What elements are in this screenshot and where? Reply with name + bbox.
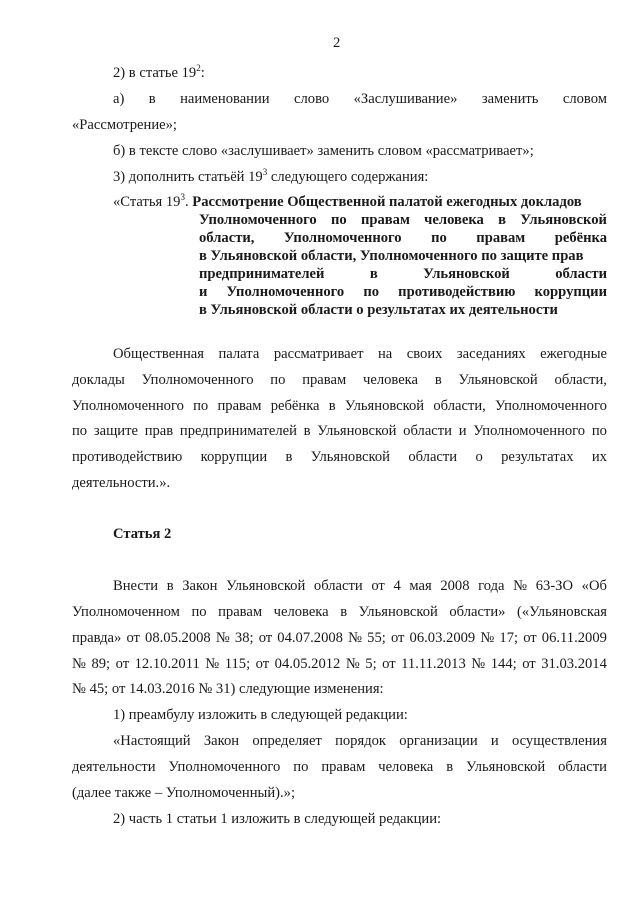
article-dot: . [184,194,189,210]
word: коррупции [200,449,268,465]
word: Уполномоченного [199,212,317,228]
word: по [270,372,286,388]
word: области [558,759,607,775]
body-line-2 [72,371,607,389]
word: Уполномоченного [141,372,254,388]
word: 144; [490,656,517,672]
item-2-tail: : [200,65,205,81]
page-number: 2 [333,35,341,51]
word: Ульяновской [466,759,546,775]
article-title-line-7: в Ульяновской области о результатах их деятельности [199,302,558,318]
word: от [115,656,130,672]
word: от [371,578,385,594]
para-line-4 [72,655,607,673]
word: по [293,759,309,775]
word: 4 [393,578,401,594]
word: правам [476,230,526,246]
word: осуществления [511,733,607,749]
word: Ульяновской [458,372,538,388]
word: в [285,449,293,465]
word: Ульяновской [520,212,607,228]
word: в [328,398,336,414]
word: Уполномоченном [72,604,180,620]
subitem-a-line [113,90,607,108]
word: области [313,578,363,594]
item-3-line [113,168,428,186]
word: в [369,266,378,282]
word: Уполномоченного [72,398,184,414]
word: палата [218,346,260,362]
word: 63-ЗО [535,578,574,594]
word: 31.03.2014 [541,656,607,672]
article-title-line-2 [199,211,607,229]
word: 06.11.2009 [541,630,607,646]
word: Внести [113,578,159,594]
word: («Ульяновская [516,604,607,620]
word: № [205,656,220,672]
word: Ульяновской [344,398,425,414]
article-title-line-6 [199,283,607,301]
word: в [446,759,454,775]
word: по [191,604,207,620]
word: правам [217,398,262,414]
word: прав [144,423,174,439]
word: их [591,449,607,465]
item-2-text: 2) в статье 19 [113,65,197,81]
word: Уполномоченного [473,423,586,439]
word: 08.05.2008 [145,630,211,646]
word: ребёнка [270,398,320,414]
word: Ульяновской [226,578,306,594]
quote-line-2 [72,758,607,776]
word: по [193,398,209,414]
word: Закон [182,578,218,594]
word: правам [218,604,263,620]
subitem-b-line: б) в тексте слово «заслушивает» заменить словом «рассматривает»; [113,143,534,159]
word: области, [433,398,486,414]
word: правам [321,759,366,775]
word: «Настоящий [113,733,191,749]
body-line-1 [113,345,607,363]
word: № [348,630,363,646]
quote-line-3: (далее также – Уполномоченный).»; [72,785,296,801]
word: области [555,266,607,282]
word: Уполномоченного [495,398,607,414]
word: своих [406,346,443,362]
body-line-4 [72,422,607,440]
word: от [523,630,537,646]
word: противодействию [72,449,183,465]
word: по [330,212,347,228]
word: области» [449,604,506,620]
body-line-5 [72,448,607,466]
word: на [377,346,393,362]
word: по [431,230,447,246]
word: человека [424,212,484,228]
word: года [478,578,505,594]
word: правам [302,372,347,388]
word: 55; [367,630,386,646]
word: в [166,578,174,594]
word: и [199,284,208,300]
word: противодействию [398,284,516,300]
word: в [303,423,311,439]
word: «Заслушивание» [353,91,458,107]
article-prefix: «Статья 19 [113,194,181,210]
word: человека [378,759,434,775]
word: по [363,284,380,300]
word: заменить [481,91,539,107]
word: заседаниях [456,346,526,362]
word: 17; [499,630,519,646]
word: человека [363,372,419,388]
word: мая [409,578,432,594]
item-3-sup: 3 [262,167,268,177]
article-title-line-4: в Ульяновской области, Уполномоченного по защите прав [199,248,584,264]
para-line-1 [113,577,607,595]
word: от [382,656,396,672]
word: слово [294,91,330,107]
article-title-part-1: Рассмотрение Общественной палатой ежегодных докладов [192,194,582,210]
article-title-line-1 [113,193,582,211]
word: о [475,449,483,465]
word: 38; [234,630,254,646]
word: и [490,733,499,749]
word: доклады [72,372,125,388]
word: деятельности [72,759,156,775]
word: по [72,423,88,439]
article-2-heading: Статья 2 [113,526,172,542]
body-line-6: деятельности.». [72,475,171,491]
word: от [255,656,270,672]
word: Уполномоченного [283,230,402,246]
word: определяет [252,733,322,749]
item-2-sup: 2 [196,63,201,73]
item-2b-line: 2) часть 1 статьи 1 изложить в следующей редакции: [113,811,442,827]
body-line-3 [72,397,607,415]
subitem-a-continuation: «Рассмотрение»; [72,117,177,133]
word: 89; [91,656,111,672]
word: правда» [72,630,122,646]
item-2-line [113,64,205,82]
word: Ульяновской [310,449,390,465]
word: от [126,630,140,646]
word: Общественная [113,346,204,362]
word: Ульяновской [358,604,438,620]
word: 12.10.2011 [134,656,200,672]
word: 5; [365,656,377,672]
word: в [434,372,442,388]
para-line-3 [72,629,607,647]
word: области, [199,230,255,246]
word: правам [360,212,410,228]
word: и [458,423,467,439]
article-title-line-3 [199,229,607,247]
word: словом [562,91,607,107]
word: 11.11.2013 [401,656,466,672]
word: 04.07.2008 [277,630,343,646]
word: области, [554,372,607,388]
word: ежегодные [540,346,607,362]
word: № [72,656,86,672]
word: № [345,656,360,672]
word: рассматривает [273,346,364,362]
word: коррупции [534,284,607,300]
word: 2008 [440,578,470,594]
word: предпринимателей [179,423,297,439]
word: 06.03.2009 [409,630,476,646]
word: от [390,630,405,646]
para-line-5: № 45; от 14.03.2016 № 31) следующие изменения: [72,681,384,697]
article-sup: 3 [180,192,185,202]
word: предпринимателей [199,266,325,282]
word: № [480,630,495,646]
item-3-tail: следующего содержания: [267,169,429,185]
word: защите [93,423,138,439]
word: в [148,91,156,107]
word: Уполномоченного [226,284,345,300]
word: «Об [581,578,607,594]
word: области [408,449,458,465]
word: порядок [335,733,387,749]
word: организации [399,733,478,749]
word: в [340,604,348,620]
word: Ульяновской [423,266,510,282]
word: области [403,423,452,439]
word: № [215,630,230,646]
word: наименовании [180,91,270,107]
word: № [471,656,486,672]
word: от [522,656,536,672]
word: 115; [224,656,251,672]
word: ребёнка [554,230,607,246]
para-line-2 [72,603,607,621]
word: от [258,630,273,646]
item-1-line: 1) преамбулу изложить в следующей редакции: [113,707,408,723]
word: по [591,423,607,439]
word: 04.05.2012 [274,656,341,672]
quote-line-1 [113,732,607,750]
line-label: а) [113,91,125,107]
item-3-text: 3) дополнить статьёй 19 [113,169,263,185]
word: результатах [501,449,574,465]
word: Уполномоченного [168,759,281,775]
word: человека [273,604,329,620]
article-title-line-5 [199,265,607,283]
word: № [513,578,528,594]
word: Закон [203,733,240,749]
word: Ульяновской [317,423,397,439]
word: в [498,212,506,228]
